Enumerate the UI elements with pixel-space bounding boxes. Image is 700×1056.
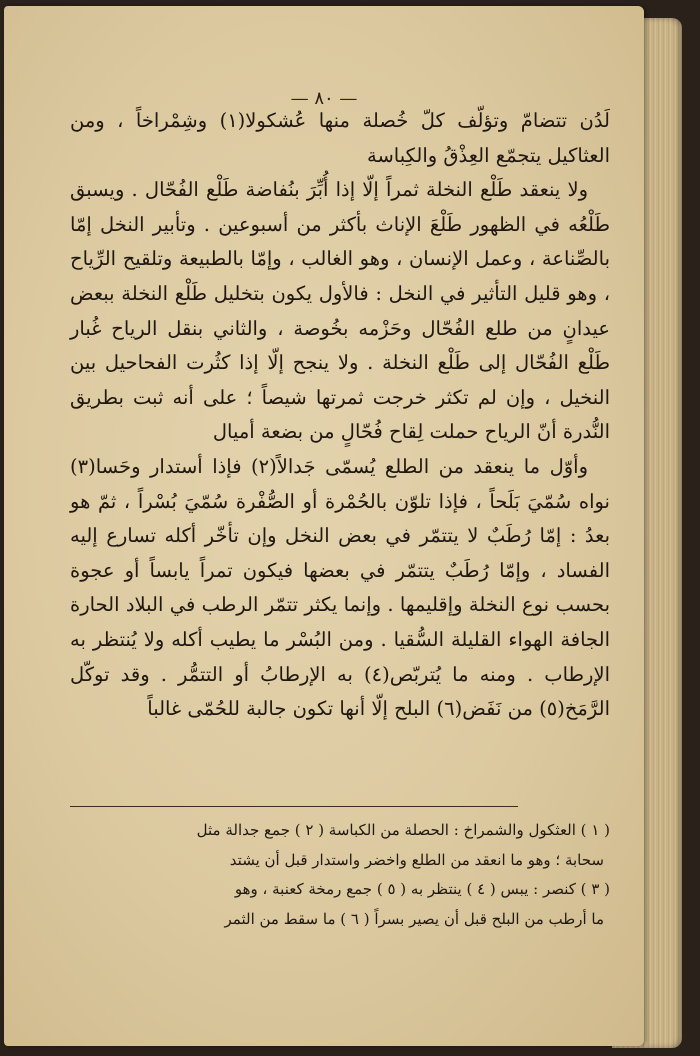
footnote-line: ( ١ ) العثكول والشمراخ : الحصلة من الكباسة ( ٢ ) جمع جدالة مثل [196, 821, 610, 839]
footnote-divider [70, 806, 518, 807]
paragraph: وأوّل ما ينعقد من الطلع يُسمّى جَدالاً(٢) فإذا أستدار وحَسا(٣) نواه سُمّيَ بَلَحاً ، فإذا تلوّن بالحُمْرة أو الصُّفْرة سُمّيَ بُسْراً ، ثمّ هو بعدُ : إمّا رُطَبٌ لا يتتمّر في بعض النخل وإن تأخّر أكله تسارع إليه الفساد ، وإمّا رُطَبٌ يتتمّر في بعضها فيكون تمراً يابساً أو عجوة بحسب نوع النخلة وإقليمها . وإنما يكثر تتمّر الرطب في البلاد الحارة الجافة الهواء القليلة السُّقيا . ومن البُسْر ما يطيب أكله ولا يُنتظر به الإرطاب . ومنه ما يُتربّص(٤) به الإرطابُ أو التتمُّر . وقد توكّل الرَّمَخ(٥) من نَفَض(٦) البلح إلّا أنها تكون جالبة للحُمّى غالباً [70, 454, 610, 721]
footnote-line: ما أرطب من البلح قبل أن يصير بسراً ( ٦ ) ما سقط من الثمر [224, 909, 604, 928]
footnotes [70, 816, 610, 934]
page-number: — ٨٠ — [290, 88, 358, 109]
footnote-line: ( ٣ ) كنصر : يبس ( ٤ ) ينتظر به ( ٥ ) جمع رمخة كعنبة ، وهو [234, 880, 610, 898]
paragraph: ولا ينعقد طَلْع النخلة ثمراً إلّا إذا أُبِّرَ بنُفاضة طَلْع الفُحّال . ويسبق طَلْعُه في الظهور طَلْعَ الإناث بأكثر من أسبوعين . وتأبير النخل إمّا بالصِّناعة ، وعمل الإنسان ، وهو الغالب ، وإمّا بالطبيعة وتلقيح الرِّياح ، وهو قليل التأثير في النخل : فالأول يكون بتخليل طَلْع النخلة ببعض عيدانٍ من طلع الفُحّال وحَزْمه بخُوصة ، والثاني بنقل الرياح غُبار طَلْع الفُحّال إلى طَلْع النخلة . ولا ينجح إلّا إذا كثُرت الفحاحيل بين النخيل ، وإن لم تكثر خرجت ثمرتها شيصاً ؛ على أنه ثبت بطريق النُّدرة أنّ الرياح حملت لِقاح فُحّالٍ من بضعة أميال [70, 178, 610, 444]
paragraph: لَدُن تتضامّ وتؤلّف كلّ خُصلة منها عُشكولا(١) وشِمْراخاً ، ومن العثاكيل يتجمّع العِذْقُ والكِباسة [70, 109, 610, 167]
main-text [70, 104, 610, 727]
footnote-line: سحابة ؛ وهو ما انعقد من الطلع واخضر واستدار قبل أن يشتد [229, 850, 604, 869]
